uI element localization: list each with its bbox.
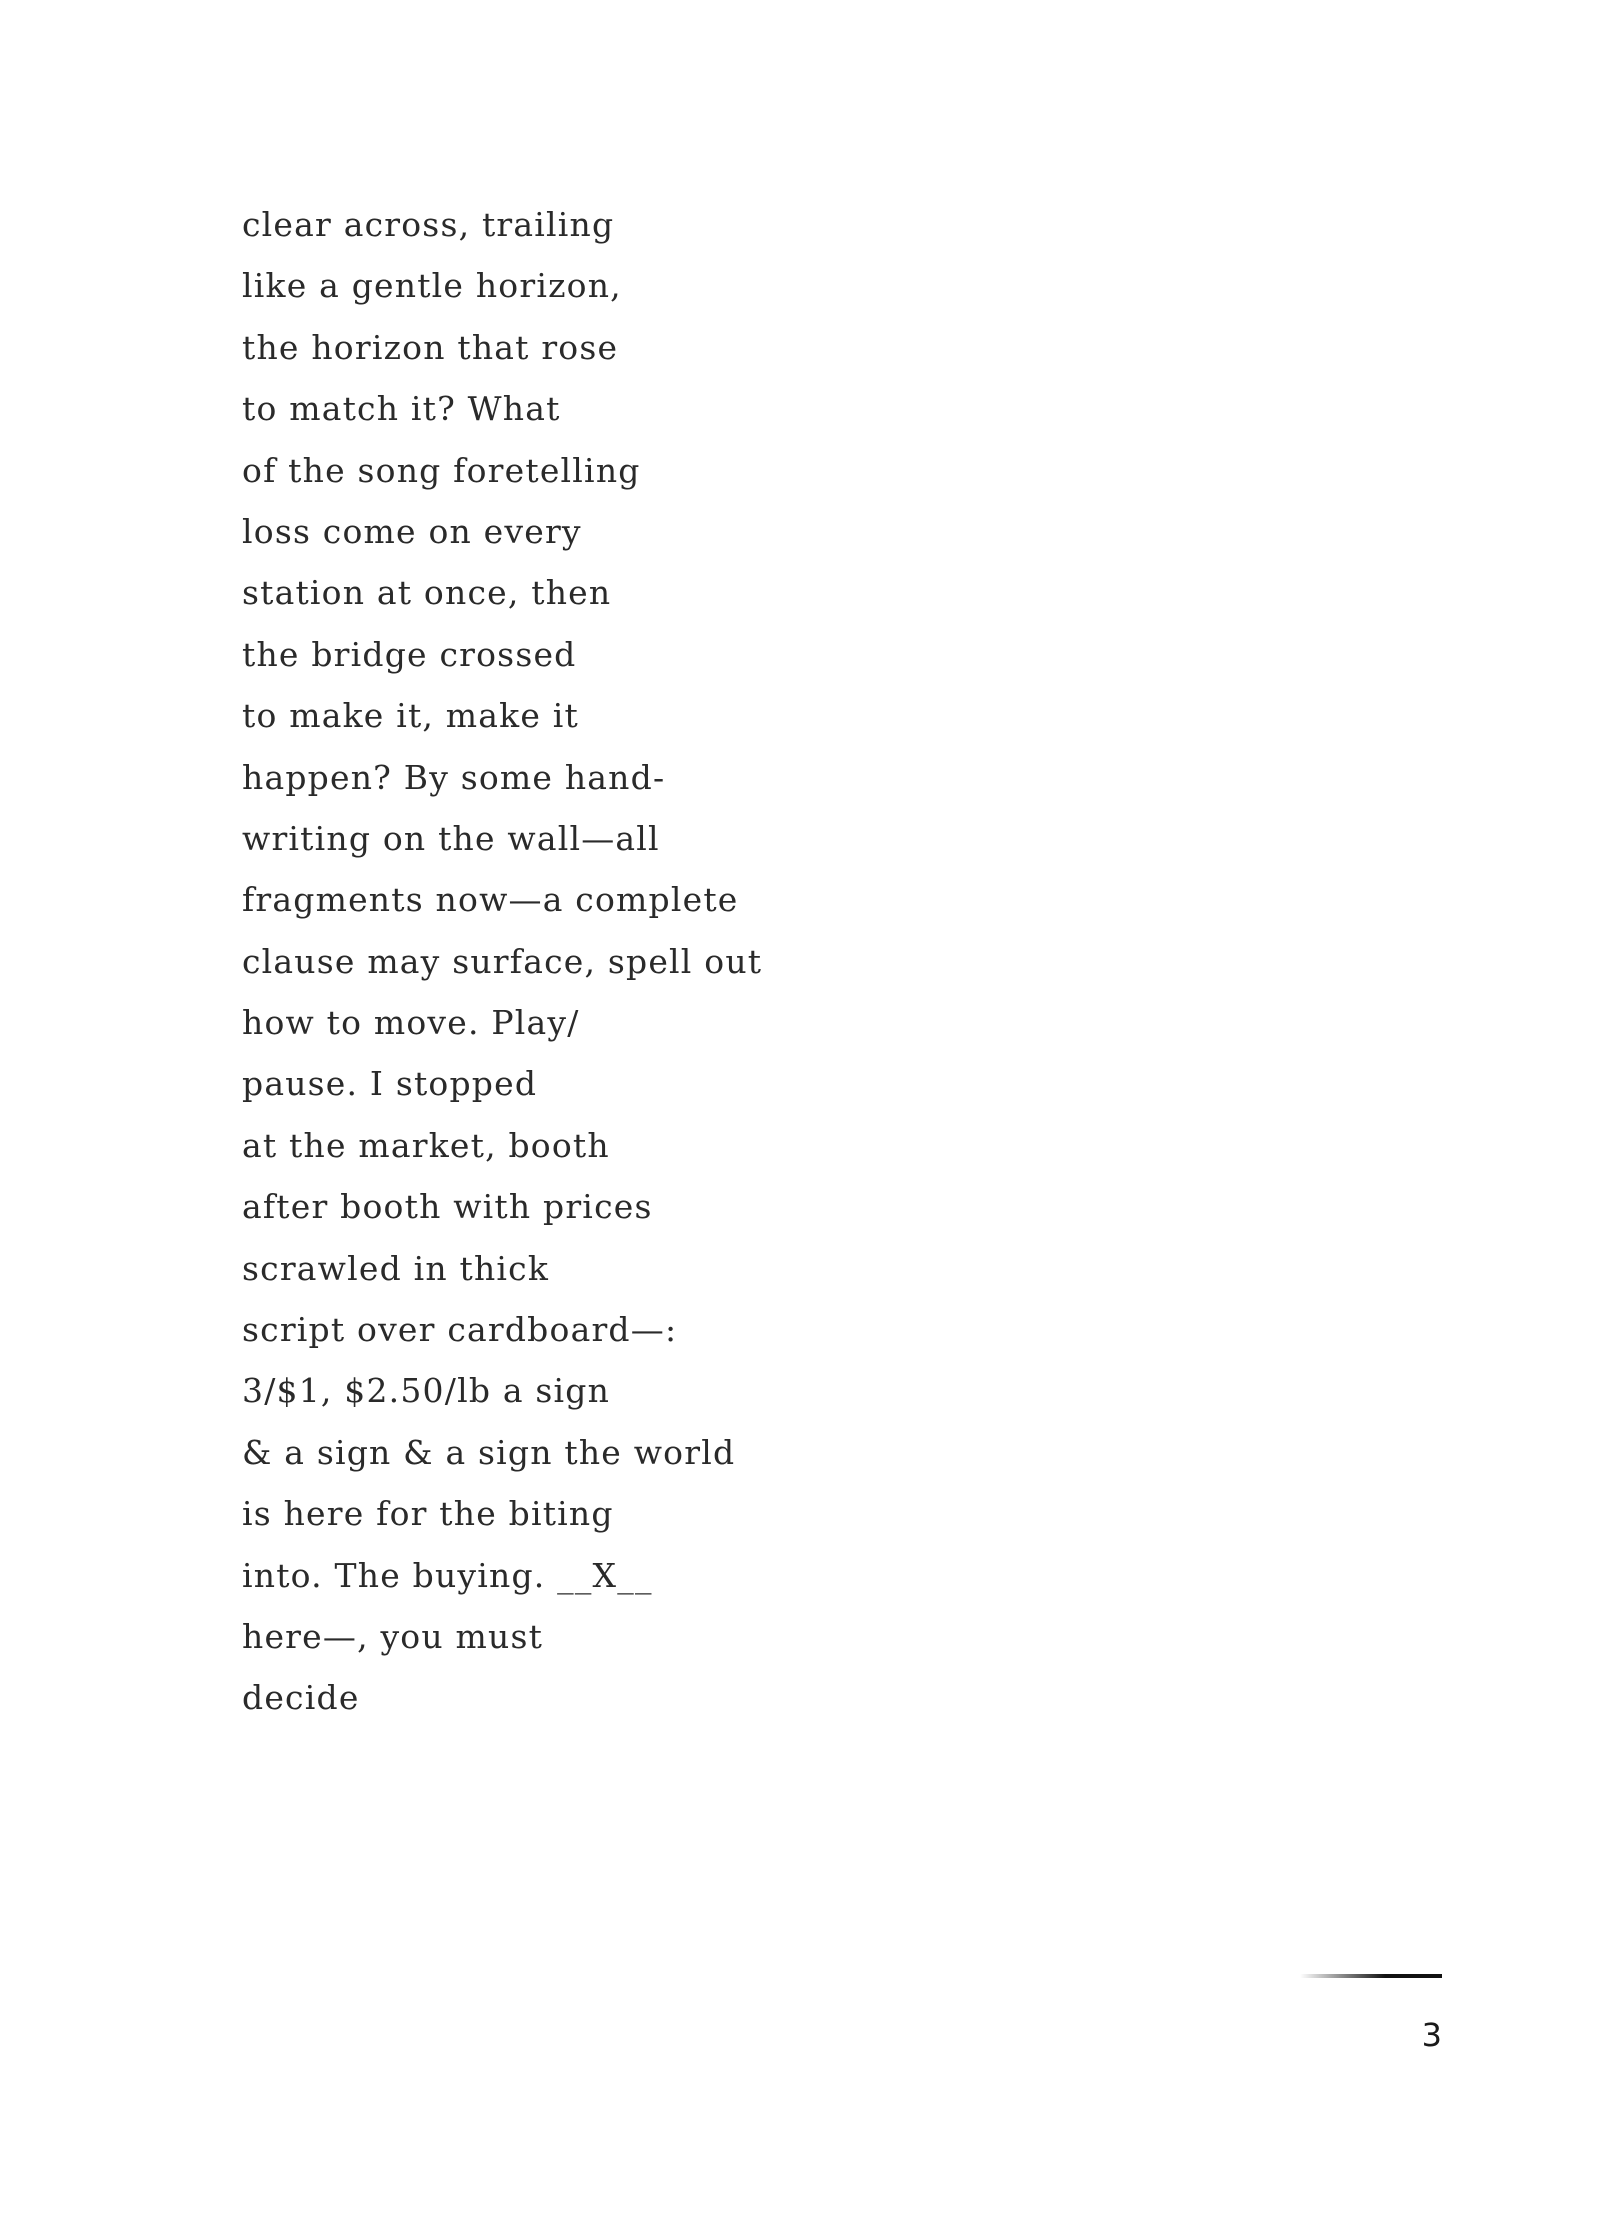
poem-line: of the song foretelling <box>242 450 641 490</box>
poem-line: to match it? What <box>242 389 561 429</box>
poem-line: & a sign & a sign the world <box>242 1432 736 1472</box>
poem-line: station at once, then <box>242 573 612 613</box>
poem-line: clear across, trailing <box>242 205 615 244</box>
poem-line: the bridge crossed <box>242 634 577 674</box>
poem-line: the horizon that rose <box>242 327 619 367</box>
poem-line: clause may surface, spell out <box>242 941 763 981</box>
poem-line: decide <box>242 1678 360 1718</box>
poem-line: into. The buying. __X__ <box>242 1555 653 1595</box>
poem-line: pause. I stopped <box>242 1064 538 1104</box>
poem-line: how to move. Play/ <box>242 1003 580 1043</box>
poem-line: is here for the biting <box>242 1494 614 1534</box>
poem-line: to make it, make it <box>242 696 579 736</box>
poem-line: at the market, booth <box>242 1125 610 1165</box>
poem-body <box>242 194 1142 1729</box>
page-number: 3 <box>1421 2016 1442 2054</box>
poem-line: 3/$1, $2.50/lb a sign <box>242 1371 611 1411</box>
poem-line: scrawled in thick <box>242 1248 550 1288</box>
poem-line: fragments now—a complete <box>242 880 739 920</box>
poem-line: here—, you must <box>242 1616 544 1656</box>
poem-line: script over cardboard—: <box>242 1310 678 1350</box>
poem-line: loss come on every <box>242 511 582 551</box>
poem-line: writing on the wall—all <box>242 818 660 858</box>
poem-line: happen? By some hand- <box>242 757 666 797</box>
poem-line: after booth with prices <box>242 1187 653 1227</box>
poem-line: like a gentle horizon, <box>242 266 622 306</box>
footer-rule <box>1300 1974 1442 1978</box>
